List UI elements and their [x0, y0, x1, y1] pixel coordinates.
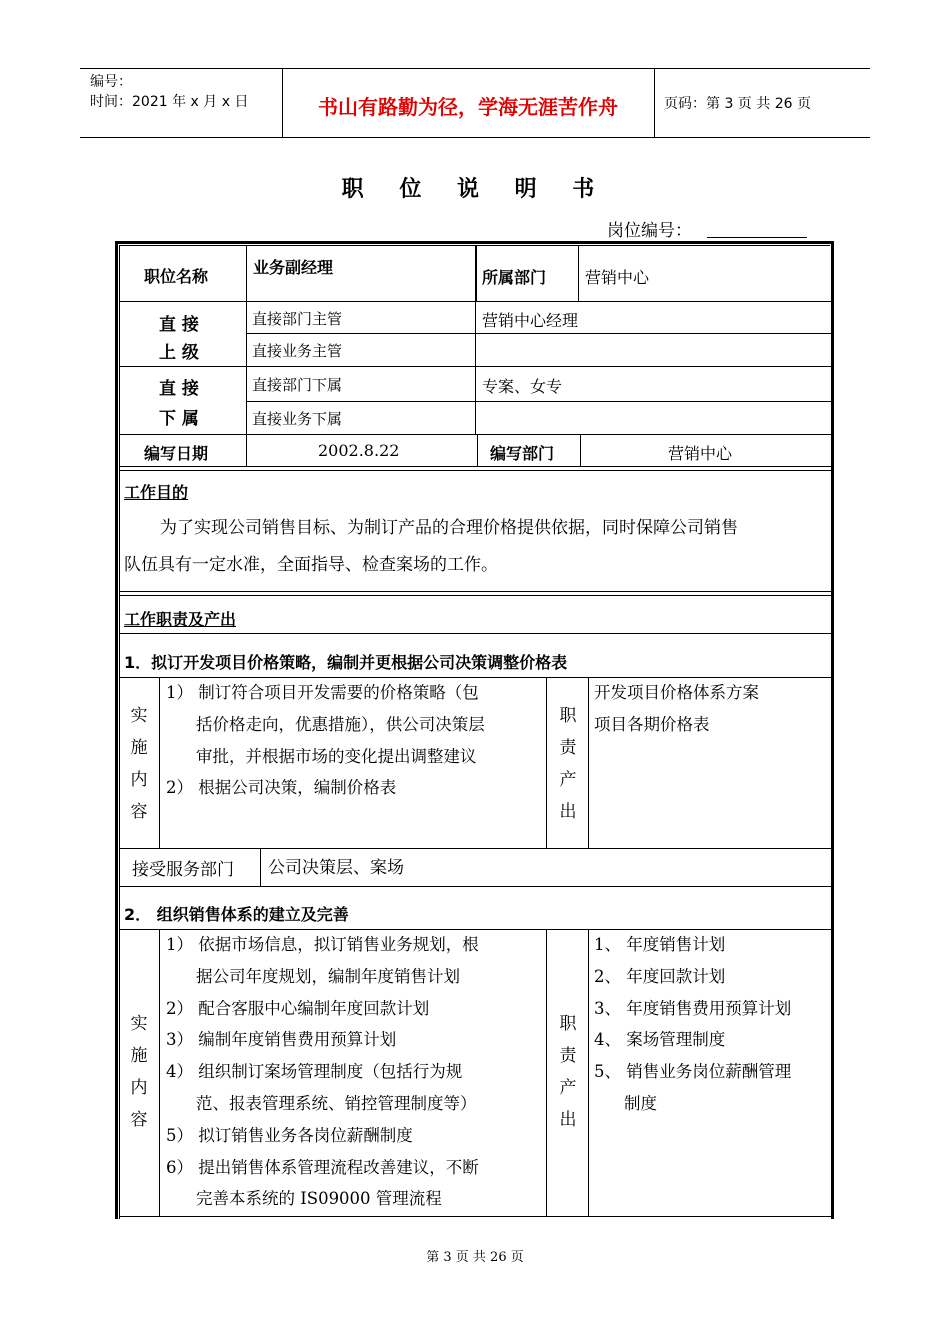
write-dept-label: 编写部门: [490, 444, 555, 463]
subordinate-dept-label: 直接部门下属: [252, 376, 343, 394]
header-meta-cell: [80, 69, 283, 137]
duty-1-outputs: [594, 677, 759, 741]
list-item: 项目各期价格表: [594, 714, 710, 734]
department-value: 营销中心: [585, 268, 650, 287]
list-item: 3） 编制年度销售费用预算计划: [166, 1030, 397, 1050]
duty-2-outputs: [594, 929, 791, 1120]
duty-1-title: 1．拟订开发项目价格策略，编制并更根据公司决策调整价格表: [124, 653, 568, 672]
list-item: 1） 依据市场信息，拟订销售业务规划，根: [166, 935, 479, 954]
purpose-heading: 工作目的: [124, 483, 189, 502]
page-footer: 第 3 页 共 26 页: [426, 1250, 524, 1265]
list-item: 1） 制订符合项目开发需要的价格策略（包: [166, 683, 479, 702]
write-date-label: 编写日期: [144, 444, 209, 463]
list-item: 4、 案场管理制度: [594, 1030, 726, 1050]
page-header: [80, 68, 870, 138]
position-name-value: 业务副经理: [253, 258, 334, 277]
subordinate-label-2: 下 属: [159, 409, 199, 429]
superior-label-1: 直 接: [159, 315, 199, 335]
list-item: 6） 提出销售体系管理流程改善建议，不断: [166, 1157, 479, 1177]
duty-2-title: 2． 组织销售体系的建立及完善: [124, 905, 349, 924]
duty-1-impl-label: 实 施 内 容: [130, 706, 148, 822]
post-number-label: 岗位编号：: [607, 221, 692, 241]
position-name-label: 职位名称: [144, 267, 209, 286]
list-item: 3、 年度销售费用预算计划: [594, 998, 792, 1018]
duty-1-content: [166, 677, 485, 804]
list-item: 5） 拟订销售业务各岗位薪酬制度: [166, 1125, 413, 1145]
list-item: 开发项目价格体系方案: [594, 683, 759, 702]
duty-2-content: [166, 929, 479, 1215]
write-dept-value: 营销中心: [668, 444, 733, 463]
header-motto-cell: [282, 69, 655, 137]
document-title: 职 位 说 明 书: [341, 177, 609, 202]
service-dept-value: 公司决策层、案场: [268, 858, 404, 878]
write-date-value: 2002.8.22: [318, 441, 400, 460]
post-number-blank: [707, 237, 807, 238]
page-info: 页码：第 3 页 共 26 页: [664, 96, 811, 112]
subordinate-biz-label: 直接业务下属: [252, 410, 343, 428]
motto: 书山有路勤为径，学海无涯苦作舟: [318, 95, 618, 119]
list-item: 制度: [624, 1093, 657, 1113]
list-item: 审批，并根据市场的变化提出调整建议: [196, 746, 477, 766]
service-dept-label: 接受服务部门: [132, 860, 234, 880]
superior-dept-label: 直接部门主管: [252, 310, 343, 328]
duty-2-output-label: 职 责 产 出: [559, 1014, 577, 1130]
time-label: 时间：2021 年 x 月 x 日: [90, 94, 249, 110]
list-item: 2） 根据公司决策，编制价格表: [166, 778, 397, 798]
purpose-line-2: 队伍具有一定水准，全面指导、检查案场的工作。: [124, 555, 498, 575]
list-item: 4） 组织制订案场管理制度（包括行为规: [166, 1062, 463, 1082]
superior-dept-value: 营销中心经理: [482, 311, 579, 330]
list-item: 1、 年度销售计划: [594, 935, 726, 954]
subordinate-label-1: 直 接: [159, 379, 199, 399]
list-item: 5、 销售业务岗位薪酬管理: [594, 1062, 792, 1082]
list-item: 范、报表管理系统、销控管理制度等）: [196, 1093, 477, 1113]
number-label: 编号：: [90, 74, 132, 90]
list-item: 括价格走向，优惠措施），供公司决策层: [196, 714, 485, 734]
subordinate-dept-value: 专案、女专: [482, 377, 563, 396]
duty-2-impl-label: 实 施 内 容: [130, 1014, 148, 1130]
purpose-line-1: 为了实现公司销售目标、为制订产品的合理价格提供依据，同时保障公司销售: [160, 518, 738, 538]
superior-biz-label: 直接业务主管: [252, 342, 343, 360]
duties-heading: 工作职责及产出: [124, 610, 237, 629]
department-label: 所属部门: [482, 268, 547, 287]
list-item: 2） 配合客服中心编制年度回款计划: [166, 998, 430, 1018]
duty-1-output-label: 职 责 产 出: [559, 706, 577, 822]
list-item: 2、 年度回款计划: [594, 966, 726, 986]
list-item: 据公司年度规划，编制年度销售计划: [196, 966, 460, 986]
list-item: 完善本系统的 IS09000 管理流程: [196, 1189, 442, 1209]
superior-label-2: 上 级: [159, 343, 199, 363]
